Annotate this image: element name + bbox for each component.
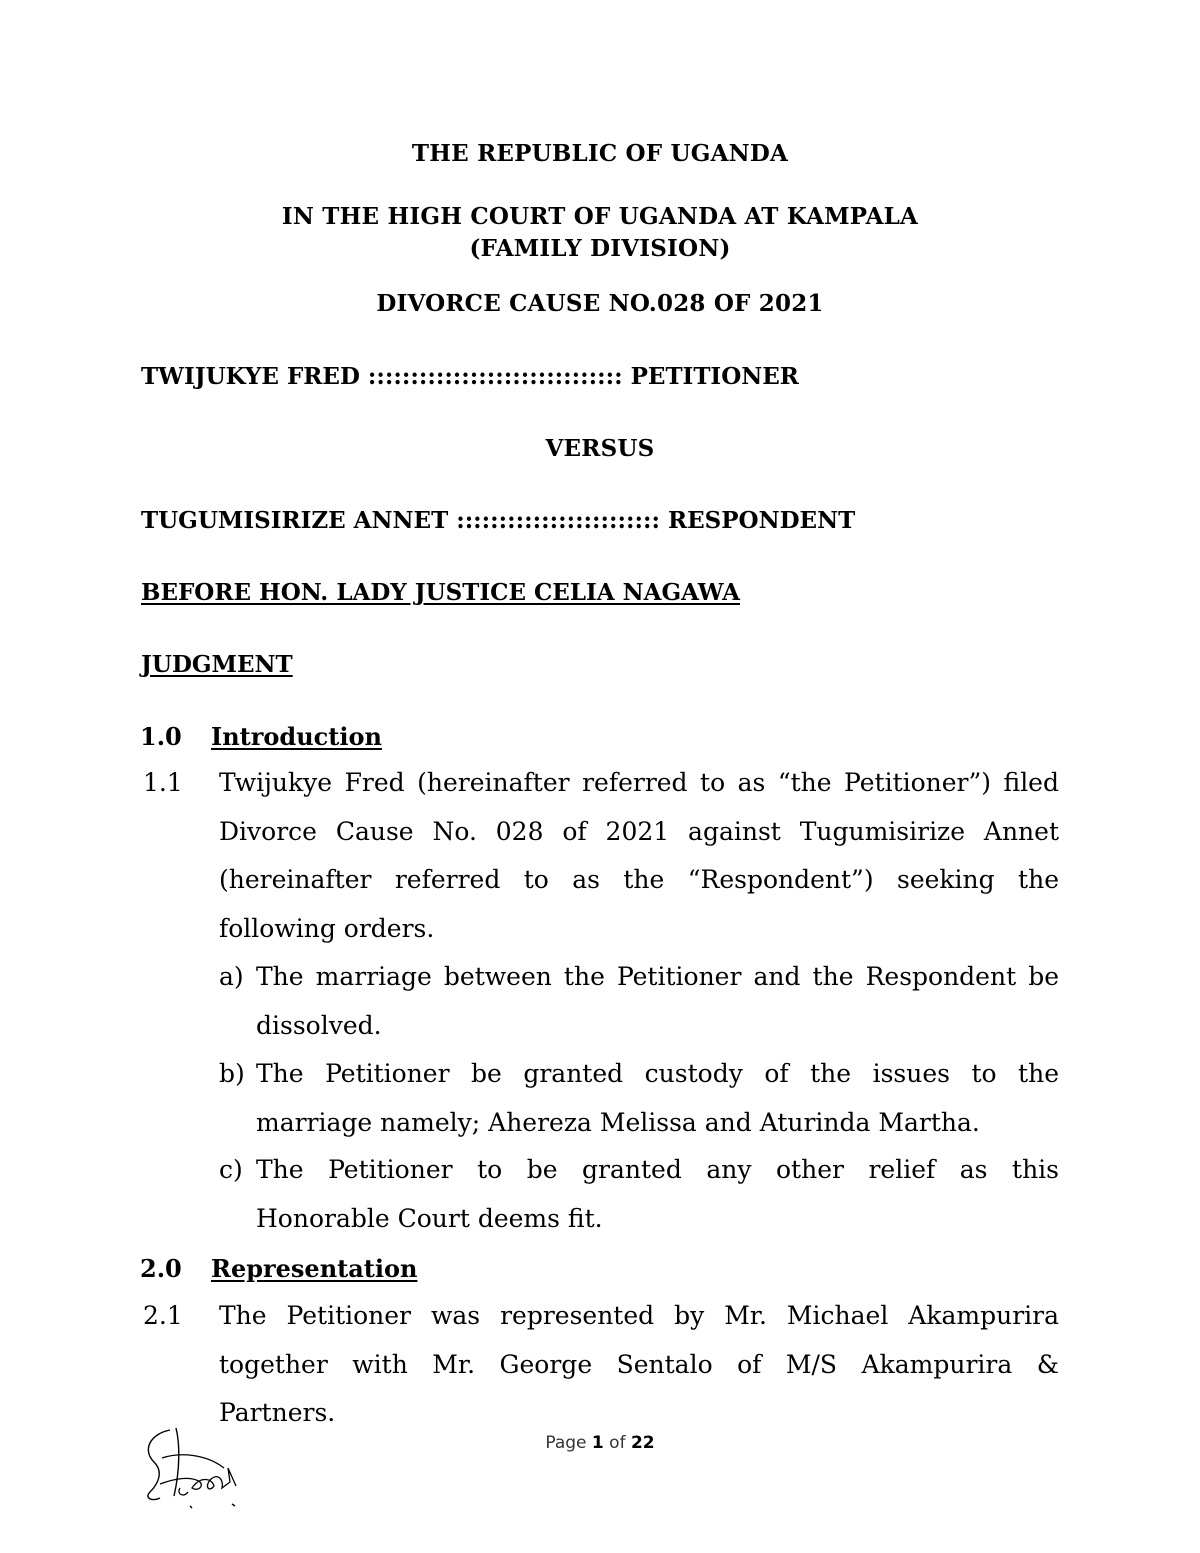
- republic-heading: THE REPUBLIC OF UGANDA: [411, 140, 789, 167]
- paragraph-1-1: [219, 759, 1059, 953]
- footer-current-page: 1: [591, 1433, 604, 1453]
- versus-line: VERSUS: [545, 435, 655, 462]
- paragraph-line: Divorce Cause No. 028 of 2021 against Tugumisirize Annet: [219, 816, 1059, 846]
- list-item-label: a): [219, 962, 244, 991]
- judge-line: BEFORE HON. LADY JUSTICE CELIA NAGAWA: [141, 579, 741, 606]
- list-item: [256, 953, 1059, 1050]
- paragraph-line: (hereinafter referred to as the “Respondent”) seeking the: [219, 865, 1059, 894]
- list-item-line: Honorable Court deems fit.: [256, 1203, 603, 1233]
- section-number: 2.0: [140, 1254, 182, 1283]
- list-item: [256, 1050, 1059, 1147]
- page-footer: [0, 1433, 1200, 1453]
- petitioner-line: TWIJUKYE FRED :::::::::::::::::::::::::::::: PETITIONER: [141, 363, 799, 390]
- paragraph-number: 1.1: [143, 768, 183, 797]
- division-heading: (FAMILY DIVISION): [469, 235, 731, 262]
- list-item-label: c): [219, 1155, 243, 1184]
- paragraph-number: 2.1: [143, 1301, 183, 1330]
- list-item-line: The marriage between the Petitioner and the Respondent be: [256, 962, 1059, 991]
- list-item-line: The Petitioner be granted custody of the issues to the: [256, 1059, 1059, 1088]
- court-heading: IN THE HIGH COURT OF UGANDA AT KAMPALA: [281, 203, 919, 230]
- list-item: [256, 1146, 1059, 1243]
- paragraph-2-1: [219, 1292, 1059, 1438]
- paragraph-line: The Petitioner was represented by Mr. Michael Akampurira: [219, 1301, 1059, 1330]
- paragraph-line: following orders.: [219, 913, 435, 943]
- list-item-line: The Petitioner to be granted any other relief as this: [256, 1155, 1059, 1184]
- respondent-line: TUGUMISIRIZE ANNET :::::::::::::::::::::::: RESPONDENT: [141, 507, 856, 534]
- paragraph-line: Partners.: [219, 1398, 336, 1427]
- footer-page-word: Page: [545, 1433, 587, 1453]
- paragraph-line: together with Mr. George Sentalo of M/S Akampurira &: [219, 1349, 1059, 1379]
- footer-total-pages: 22: [630, 1433, 655, 1453]
- paragraph-line: Twijukye Fred (hereinafter referred to as “the Petitioner”) filed: [219, 768, 1059, 797]
- section-title-representation: Representation: [211, 1254, 418, 1283]
- list-item-line: marriage namely; Ahereza Melissa and Aturinda Martha.: [256, 1107, 980, 1137]
- cause-number: DIVORCE CAUSE NO.028 OF 2021: [376, 290, 824, 317]
- section-title-introduction: Introduction: [211, 722, 382, 751]
- judgment-title: JUDGMENT: [141, 651, 293, 678]
- footer-of-word: of: [609, 1433, 626, 1453]
- list-item-label: b): [219, 1059, 245, 1088]
- list-item-line: dissolved.: [256, 1010, 382, 1040]
- section-number: 1.0: [140, 722, 182, 751]
